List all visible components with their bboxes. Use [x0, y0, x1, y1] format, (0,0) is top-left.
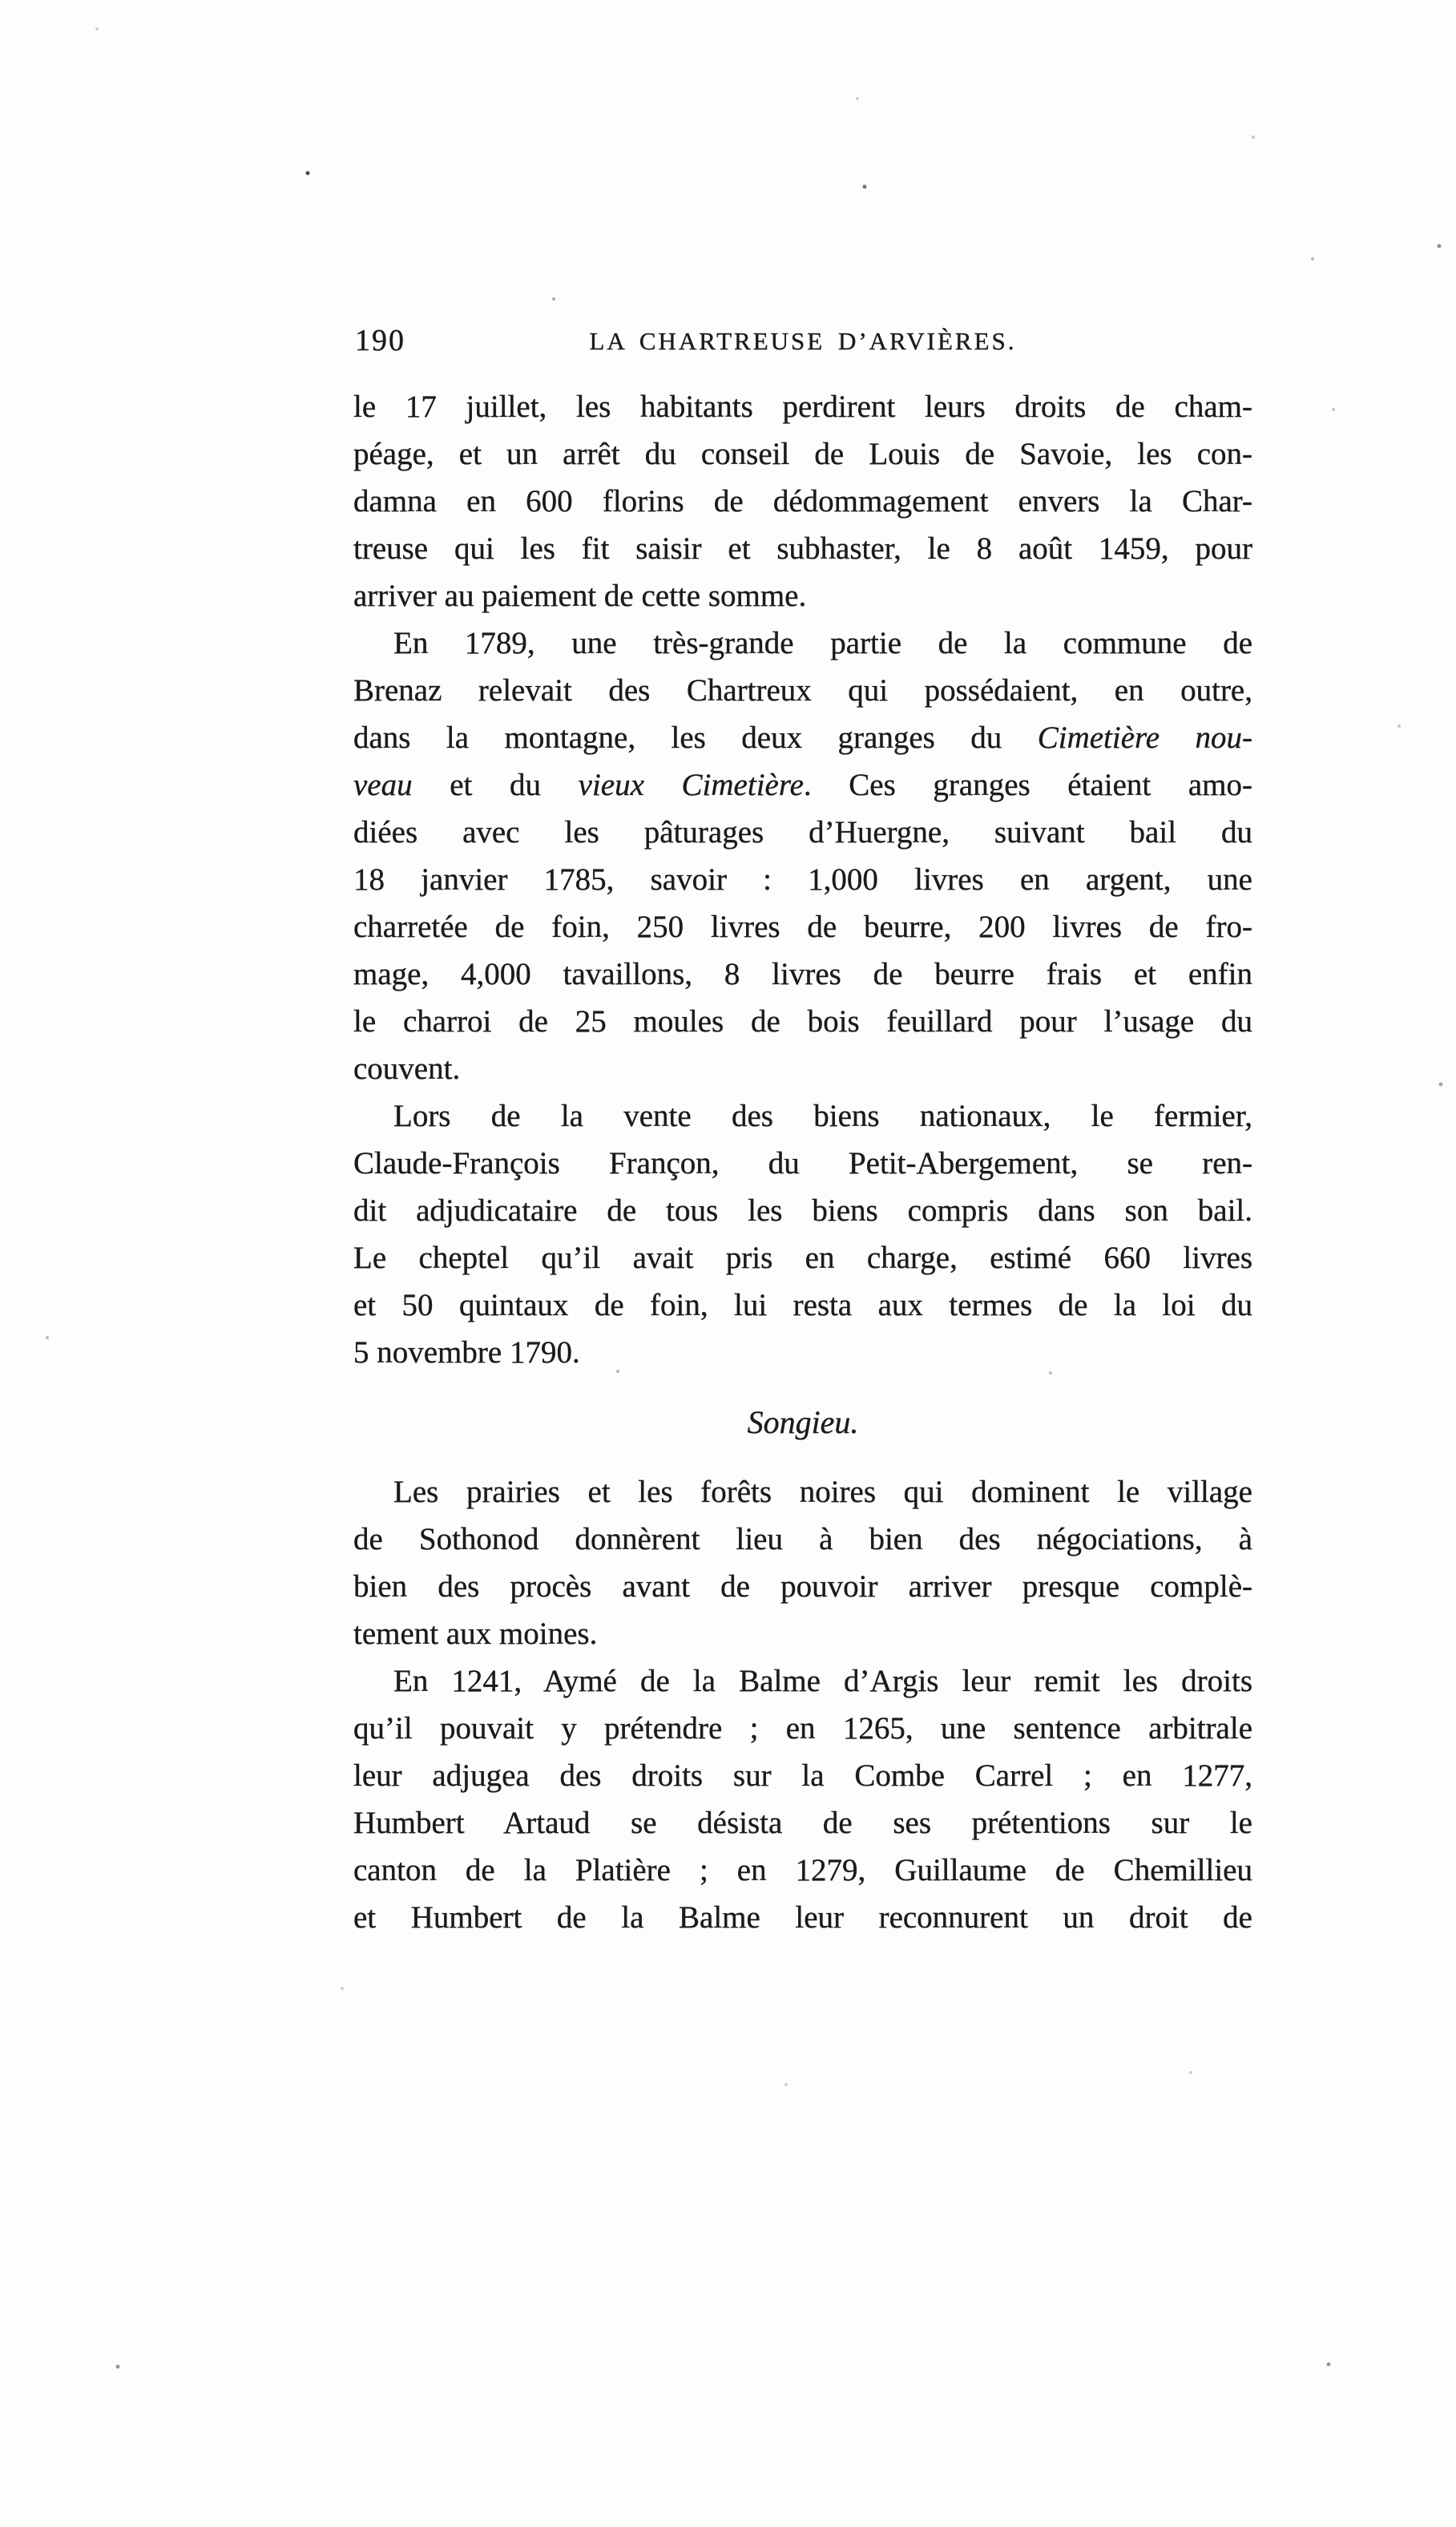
section-heading: Songieu.: [747, 1404, 859, 1440]
text-segment: En 1789, une très-grande partie de la commune de: [393, 626, 1252, 660]
text-line: [353, 1092, 1252, 1140]
text-line: [353, 1329, 1252, 1376]
text-segment: Humbert Artaud se désista de ses prétentions sur le: [353, 1806, 1252, 1840]
paragraph: [353, 1468, 1252, 1657]
text-line: [353, 1282, 1252, 1329]
text-line: [353, 1468, 1252, 1516]
text-segment: le 17 juillet, les habitants perdirent leurs droits de cham-: [353, 390, 1252, 424]
text-segment: Brenaz relevait des Chartreux qui possédaient, en outre,: [353, 673, 1252, 708]
text-segment: 5 novembre 1790.: [353, 1335, 580, 1370]
text-segment: Claude-François Françon, du Petit-Abergement, se ren-: [353, 1146, 1252, 1181]
text-line: [353, 1140, 1252, 1187]
text-line: [353, 667, 1252, 714]
text-segment: charretée de foin, 250 livres de beurre, 200 livres de fro-: [353, 910, 1252, 944]
text-line: [353, 1752, 1252, 1799]
paragraph: [353, 620, 1252, 1092]
text-segment: dit adjudicataire de tous les biens compris dans son bail.: [353, 1193, 1252, 1228]
text-segment: couvent.: [353, 1052, 461, 1086]
text-line: [353, 1610, 1252, 1657]
italic-text: Cimetière nou-: [1037, 721, 1252, 755]
text-line: [353, 1187, 1252, 1234]
text-line: [353, 1045, 1252, 1092]
text-segment: leur adjugea des droits sur la Combe Carrel ; en 1277,: [353, 1758, 1252, 1793]
italic-text: vieux Cimetière: [578, 768, 804, 802]
text-segment: de Sothonod donnèrent lieu à bien des négociations, à: [353, 1522, 1252, 1556]
text-line: [353, 761, 1252, 809]
text-segment: mage, 4,000 tavaillons, 8 livres de beurre frais et enfin: [353, 957, 1252, 991]
text-line: [353, 856, 1252, 903]
text-segment: Les prairies et les forêts noires qui dominent le village: [393, 1475, 1252, 1509]
text-segment: le charroi de 25 moules de bois feuillard pour l’usage du: [353, 1004, 1252, 1039]
text-segment: arriver au paiement de cette somme.: [353, 579, 807, 613]
text-segment: bien des procès avant de pouvoir arriver presque complè-: [353, 1569, 1252, 1604]
text-line: [353, 1894, 1252, 1941]
page-number: 190: [355, 324, 405, 357]
running-title: LA CHARTREUSE D’ARVIÈRES.: [589, 327, 1017, 355]
text-line: [353, 998, 1252, 1045]
text-line: [353, 714, 1252, 761]
text-line: [353, 1799, 1252, 1847]
text-segment: Lors de la vente des biens nationaux, le fermier,: [393, 1099, 1252, 1133]
page-header: [353, 322, 1252, 364]
text-line: [353, 620, 1252, 667]
text-line: [353, 525, 1252, 572]
text-segment: Le cheptel qu’il avait pris en charge, estimé 660 livres: [353, 1241, 1252, 1275]
text-segment: canton de la Platière ; en 1279, Guillaume de Chemillieu: [353, 1853, 1252, 1887]
text-segment: et Humbert de la Balme leur reconnurent un droit de: [353, 1900, 1252, 1935]
text-segment: En 1241, Aymé de la Balme d’Argis leur remit les droits: [393, 1664, 1252, 1698]
text-segment: péage, et un arrêt du conseil de Louis de Savoie, les con-: [353, 437, 1252, 471]
text-segment: 18 janvier 1785, savoir : 1,000 livres en argent, une: [353, 862, 1252, 897]
italic-text: veau: [353, 768, 413, 802]
text-line: [353, 1657, 1252, 1705]
text-segment: . Ces granges étaient amo-: [803, 768, 1252, 802]
text-line: [353, 478, 1252, 525]
text-line: [353, 1705, 1252, 1752]
text-line: [353, 1234, 1252, 1282]
scan-noise: [0, 0, 2, 2]
text-segment: dans la montagne, les deux granges du: [353, 721, 1038, 755]
text-line: [353, 1516, 1252, 1563]
text-segment: et du: [412, 768, 579, 802]
text-line: [353, 809, 1252, 856]
text-segment: qu’il pouvait y prétendre ; en 1265, une sentence arbitrale: [353, 1711, 1252, 1746]
paragraph: [353, 1092, 1252, 1376]
paragraph: [353, 383, 1252, 620]
text-line: [353, 383, 1252, 430]
text-segment: tement aux moines.: [353, 1617, 598, 1651]
text-line: [353, 430, 1252, 478]
text-segment: diées avec les pâturages d’Huergne, suivant bail du: [353, 815, 1252, 850]
text-line: [353, 951, 1252, 998]
text-line: [353, 572, 1252, 620]
text-segment: damna en 600 florins de dédommagement envers la Char-: [353, 484, 1252, 519]
text-line: [353, 903, 1252, 951]
text-segment: et 50 quintaux de foin, lui resta aux termes de la loi du: [353, 1288, 1252, 1322]
text-line: [353, 1847, 1252, 1894]
paragraph: [353, 1657, 1252, 1941]
page-text: [353, 383, 1252, 1941]
text-line: [353, 1563, 1252, 1610]
text-segment: treuse qui les fit saisir et subhaster, le 8 août 1459, pour: [353, 531, 1252, 566]
